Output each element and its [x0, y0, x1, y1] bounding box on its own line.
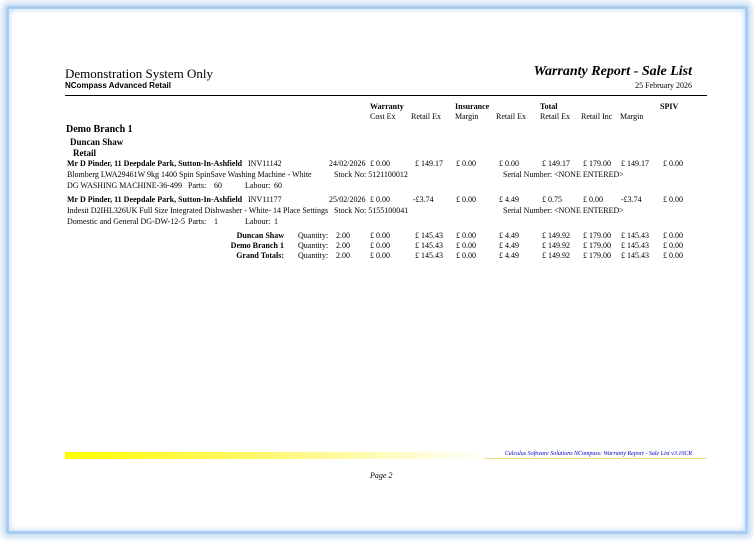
quantity-value: 2.00 — [336, 251, 350, 260]
total-label: Grand Totals: — [236, 251, 284, 260]
report-title: Warranty Report - Sale List — [533, 64, 692, 79]
subcompany-name: NCompass Advanced Retail — [65, 81, 171, 90]
company-name: Demonstration System Only — [65, 66, 214, 81]
total-spiv: £ 0.00 — [663, 241, 683, 250]
footer-credit: Calculus Software Solutions NCompass: Warranty Report - Sale List v3.10CR — [504, 451, 692, 457]
report-date: 25 February 2026 — [635, 81, 692, 90]
salesperson-heading: Duncan Shaw — [70, 137, 124, 147]
serial-number: Serial Number: <NONE ENTERED> — [503, 206, 624, 215]
invoice-number: INV11142 — [248, 159, 282, 168]
insurance-margin: £ 0.00 — [456, 159, 476, 168]
total-warranty-retail: £ 145.43 — [415, 251, 443, 260]
total-insurance-retail: £ 4.49 — [499, 251, 519, 260]
col-cost-ex: Cost Ex — [370, 112, 396, 121]
total-spiv: £ 0.00 — [663, 251, 683, 260]
total-group-header: Total — [540, 102, 558, 111]
parts-label: Parts: — [188, 181, 207, 190]
page-number: Page 2 — [370, 471, 393, 480]
quantity-label: Quantity: — [298, 231, 329, 240]
insurance-group-header: Insurance — [455, 102, 490, 111]
col-retail-inc: Retail Inc — [581, 112, 613, 121]
total-margin: £ 145.43 — [621, 251, 649, 260]
total-retail-inc: £ 179.00 — [583, 159, 611, 168]
total-margin: £ 145.43 — [621, 231, 649, 240]
labour-label: Labour: — [245, 217, 271, 226]
total-retail-inc: £ 179.00 — [583, 251, 611, 260]
col-retail-ex-total: Retail Ex — [540, 112, 570, 121]
insurance-retail-ex: £ 4.49 — [499, 195, 519, 204]
category-heading: Retail — [73, 148, 96, 158]
insurance-retail-ex: £ 0.00 — [499, 159, 519, 168]
labour-value: 60 — [274, 181, 282, 190]
total-warranty-cost: £ 0.00 — [370, 231, 390, 240]
customer-address: Mr D Pinder, 11 Deepdale Park, Sutton-In-Ashfield — [67, 195, 243, 204]
col-margin-total: Margin — [620, 112, 644, 121]
serial-number: Serial Number: <NONE ENTERED> — [503, 170, 624, 179]
total-insurance-margin: £ 0.00 — [456, 251, 476, 260]
customer-address: Mr D Pinder, 11 Deepdale Park, Sutton-In-Ashfield — [67, 159, 243, 168]
total-insurance-margin: £ 0.00 — [456, 241, 476, 250]
warranty-cost-ex: £ 0.00 — [370, 195, 390, 204]
footer-divider — [484, 458, 707, 459]
total-retail-ex: £ 149.92 — [542, 231, 570, 240]
total-warranty-cost: £ 0.00 — [370, 241, 390, 250]
quantity-label: Quantity: — [298, 251, 329, 260]
header-divider — [65, 95, 707, 96]
total-margin: £ 145.43 — [621, 241, 649, 250]
total-retail-ex: £ 149.17 — [542, 159, 570, 168]
insurance-margin: £ 0.00 — [456, 195, 476, 204]
total-retail-inc: £ 0.00 — [583, 195, 603, 204]
quantity-label: Quantity: — [298, 241, 329, 250]
total-retail-ex: £ 149.92 — [542, 241, 570, 250]
total-retail-inc: £ 179.00 — [583, 241, 611, 250]
total-insurance-margin: £ 0.00 — [456, 231, 476, 240]
total-warranty-retail: £ 145.43 — [415, 241, 443, 250]
labour-label: Labour: — [245, 181, 271, 190]
spiv-value: £ 0.00 — [663, 159, 683, 168]
total-insurance-retail: £ 4.49 — [499, 231, 519, 240]
total-label: Demo Branch 1 — [230, 241, 284, 250]
report-page — [14, 14, 736, 524]
total-label: Duncan Shaw — [236, 231, 284, 240]
total-retail-ex: £ 149.92 — [542, 251, 570, 260]
warranty-retail-ex: £ 149.17 — [415, 159, 443, 168]
quantity-value: 2.00 — [336, 241, 350, 250]
warranty-cost-ex: £ 0.00 — [370, 159, 390, 168]
total-warranty-retail: £ 145.43 — [415, 231, 443, 240]
sale-date: 24/02/2026 — [329, 159, 366, 168]
spiv-header: SPIV — [660, 102, 679, 111]
parts-value: 1 — [214, 217, 218, 226]
parts-label: Parts: — [188, 217, 207, 226]
branch-heading: Demo Branch 1 — [66, 124, 133, 135]
total-insurance-retail: £ 4.49 — [499, 241, 519, 250]
quantity-value: 2.00 — [336, 231, 350, 240]
product-description: Blomberg LWA29461W 9kg 1400 Spin SpinSave Washing Machine - White — [67, 170, 312, 179]
footer-gradient-bar — [65, 452, 485, 459]
total-spiv: £ 0.00 — [663, 231, 683, 240]
labour-value: 1 — [274, 217, 278, 226]
spiv-value: £ 0.00 — [663, 195, 683, 204]
stock-number: Stock No: 5121100012 — [334, 170, 408, 179]
col-retail-ex-insurance: Retail Ex — [496, 112, 526, 121]
total-retail-inc: £ 179.00 — [583, 231, 611, 240]
total-retail-ex: £ 0.75 — [542, 195, 562, 204]
product-description: Indesit D2IHL326UK Full Size Integrated Dishwasher - White- 14 Place Settings — [67, 206, 329, 215]
warranty-retail-ex: -£3.74 — [413, 195, 434, 204]
invoice-number: INV11177 — [248, 195, 282, 204]
col-retail-ex-warranty: Retail Ex — [411, 112, 441, 121]
parts-value: 60 — [214, 181, 222, 190]
sale-date: 25/02/2026 — [329, 195, 366, 204]
stock-number: Stock No: 5155100041 — [334, 206, 409, 215]
warranty-code: DG WASHING MACHINE-36-499 — [67, 181, 182, 190]
total-margin: -£3.74 — [621, 195, 642, 204]
warranty-code: Domestic and General DG-DW-12-5 — [67, 217, 185, 226]
total-warranty-cost: £ 0.00 — [370, 251, 390, 260]
warranty-group-header: Warranty — [370, 102, 404, 111]
col-margin-insurance: Margin — [455, 112, 479, 121]
total-margin: £ 149.17 — [621, 159, 649, 168]
